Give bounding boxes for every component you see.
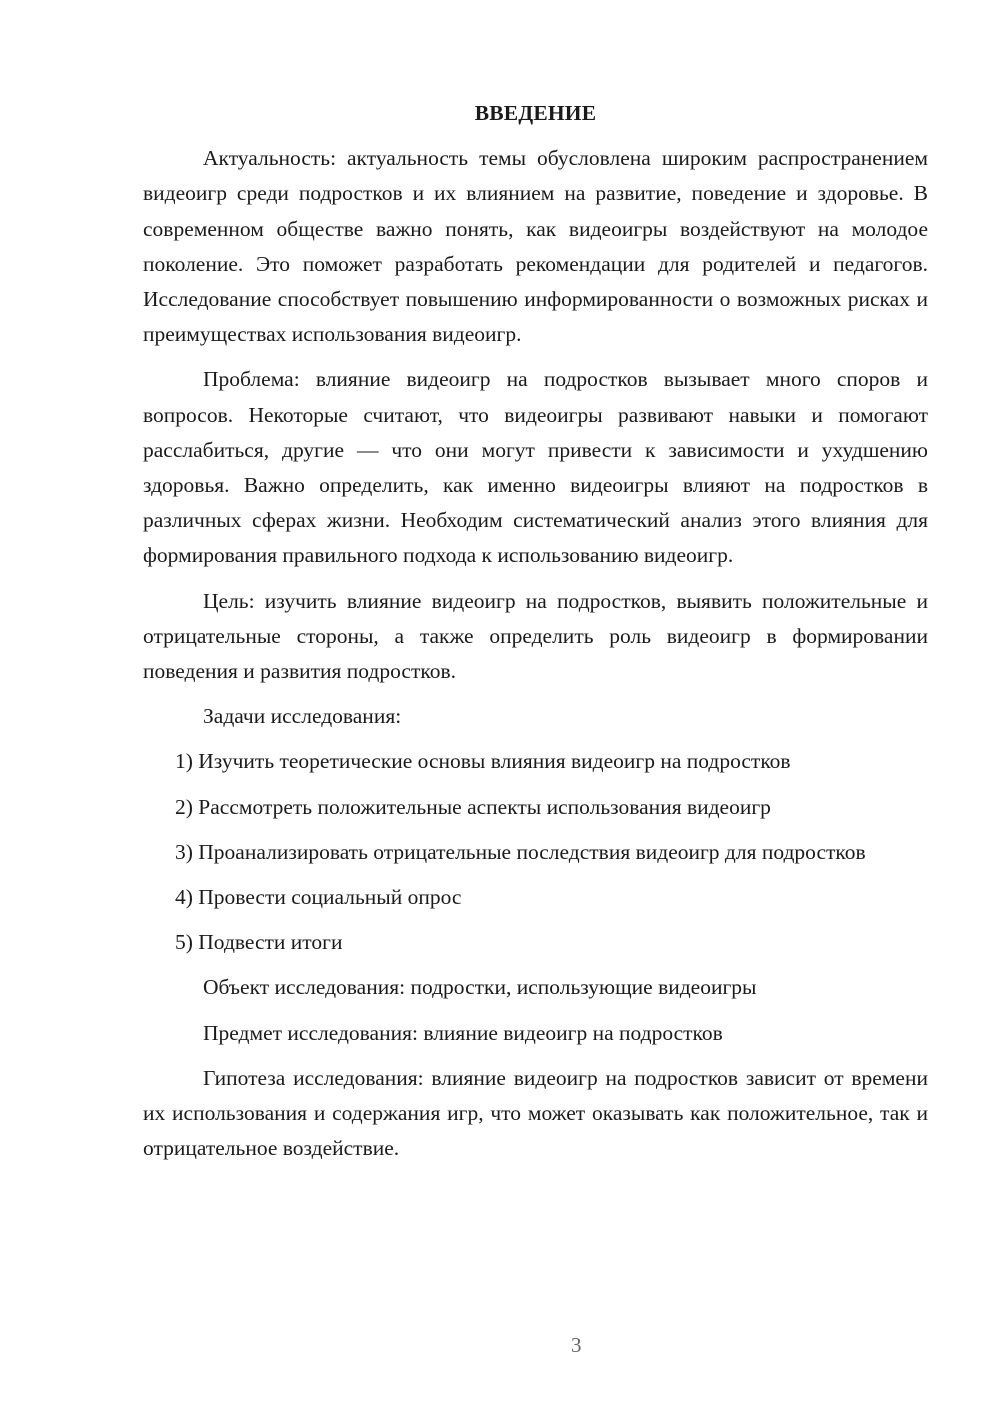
relevance-paragraph: Актуальность: актуальность темы обусловлена широким распространением видеоигр среди подростков и их влиянием на развитие, поведение и здоровье. В современном обществе важно понять, как видеоигры воздействуют на молодое поколение. Это поможет разработать рекомендации для родителей и педагогов. Исследование способствует повышению информированности о возможных рисках и преимуществах использования видеоигр. (143, 146, 928, 347)
task-item: 3) Проанализировать отрицательные последствия видеоигр для подростков (175, 839, 866, 864)
task-item: 2) Рассмотреть положительные аспекты использования видеоигр (175, 794, 771, 819)
task-item: 5) Подвести итоги (175, 930, 343, 955)
task-item: 4) Провести социальный опрос (175, 885, 462, 910)
section-heading: ВВЕДЕНИЕ (474, 101, 597, 125)
hypothesis-paragraph: Гипотеза исследования: влияние видеоигр на подростков зависит от времени их использования и содержания игр, что может оказывать как положительное, так и отрицательное воздействие. (143, 1065, 928, 1161)
goal-paragraph: Цель: изучить влияние видеоигр на подростков, выявить положительные и отрицательные стороны, а также определить роль видеоигр в формировании поведения и развития подростков. (143, 588, 928, 684)
research-object: Объект исследования: подростки, использующие видеоигры (203, 975, 757, 1000)
tasks-title: Задачи исследования: (203, 704, 402, 729)
problem-paragraph: Проблема: влияние видеоигр на подростков вызывает много споров и вопросов. Некоторые считают, что видеоигры развивают навыки и помогают расслабиться, другие — что они могут привести к зависимости и ухудшению здоровья. Важно определить, как именно видеоигры влияют на подростков в различных сферах жизни. Необходим систематический анализ этого влияния для формирования правильного подхода к использованию видеоигр. (143, 367, 928, 568)
page-content (143, 96, 928, 1176)
research-subject: Предмет исследования: влияние видеоигр на подростков (203, 1020, 723, 1045)
task-item: 1) Изучить теоретические основы влияния видеоигр на подростков (175, 749, 791, 774)
page-number: 3 (571, 1333, 582, 1357)
